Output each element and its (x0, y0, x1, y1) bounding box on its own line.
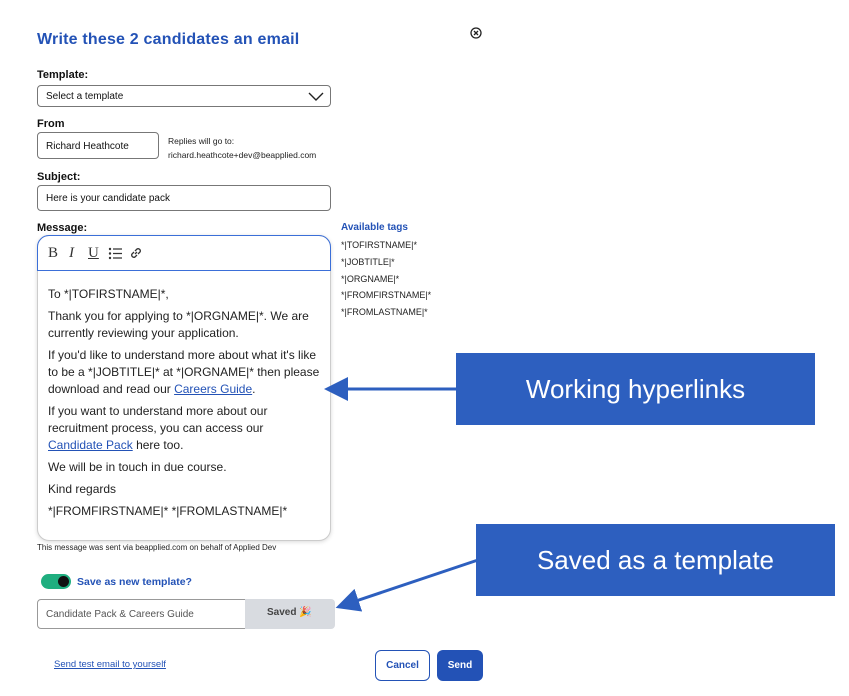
tag-item[interactable]: *|FROMFIRSTNAME|* (341, 290, 432, 300)
template-label: Template: (37, 69, 89, 81)
message-greeting: To *|TOFIRSTNAME|*, (48, 287, 169, 301)
subject-value: Here is your candidate pack (46, 193, 170, 204)
cancel-button[interactable]: Cancel (375, 650, 430, 681)
send-button[interactable]: Send (437, 650, 483, 681)
bold-icon[interactable]: B (48, 245, 59, 261)
message-para-3-end: here too. (132, 438, 184, 452)
tag-item[interactable]: *|JOBTITLE|* (341, 257, 395, 267)
italic-icon[interactable]: I (69, 245, 74, 261)
replies-email: richard.heathcote+dev@beapplied.com (168, 150, 317, 160)
message-para-2-end: . (252, 382, 256, 396)
underline-icon[interactable]: U (88, 245, 99, 261)
save-template-label: Save as new template? (77, 576, 192, 588)
replies-label: Replies will go to: (168, 136, 235, 146)
callout-saved-template: Saved as a template (476, 524, 835, 596)
message-para-1: Thank you for applying to *|ORGNAME|*. We are currently reviewing your application. (48, 309, 309, 340)
message-para-2-text: If you'd like to understand more about what it's like to be a *|JOBTITLE|* at *|ORGNAME|* then please download and read our (48, 348, 320, 396)
template-name-value: Candidate Pack & Careers Guide (46, 609, 194, 620)
from-label: From (37, 118, 65, 130)
message-para-5: Kind regards (48, 482, 117, 496)
template-select-value: Select a template (46, 91, 124, 102)
message-para-4: We will be in touch in due course. (48, 460, 227, 474)
tag-item[interactable]: *|FROMLASTNAME|* (341, 307, 428, 317)
saved-button[interactable]: Saved 🎉 (245, 599, 335, 629)
available-tags-title: Available tags (341, 222, 408, 233)
message-label: Message: (37, 222, 88, 234)
page-title: Write these 2 candidates an email (37, 31, 300, 48)
message-para-3-text: If you want to understand more about our recruitment process, you can access our (48, 404, 268, 435)
subject-label: Subject: (37, 171, 81, 183)
tag-item[interactable]: *|ORGNAME|* (341, 274, 400, 284)
arrow-to-saved (347, 560, 478, 604)
send-test-email-link[interactable]: Send test email to yourself (54, 659, 166, 670)
sent-via-note: This message was sent via beapplied.com on behalf of Applied Dev (37, 543, 277, 552)
careers-guide-link[interactable]: Careers Guide (174, 382, 253, 396)
candidate-pack-link[interactable]: Candidate Pack (48, 438, 133, 452)
tag-item[interactable]: *|TOFIRSTNAME|* (341, 240, 418, 250)
from-value: Richard Heathcote (46, 141, 129, 152)
callout-working-hyperlinks: Working hyperlinks (456, 353, 815, 425)
message-signature: *|FROMFIRSTNAME|* *|FROMLASTNAME|* (48, 504, 288, 518)
